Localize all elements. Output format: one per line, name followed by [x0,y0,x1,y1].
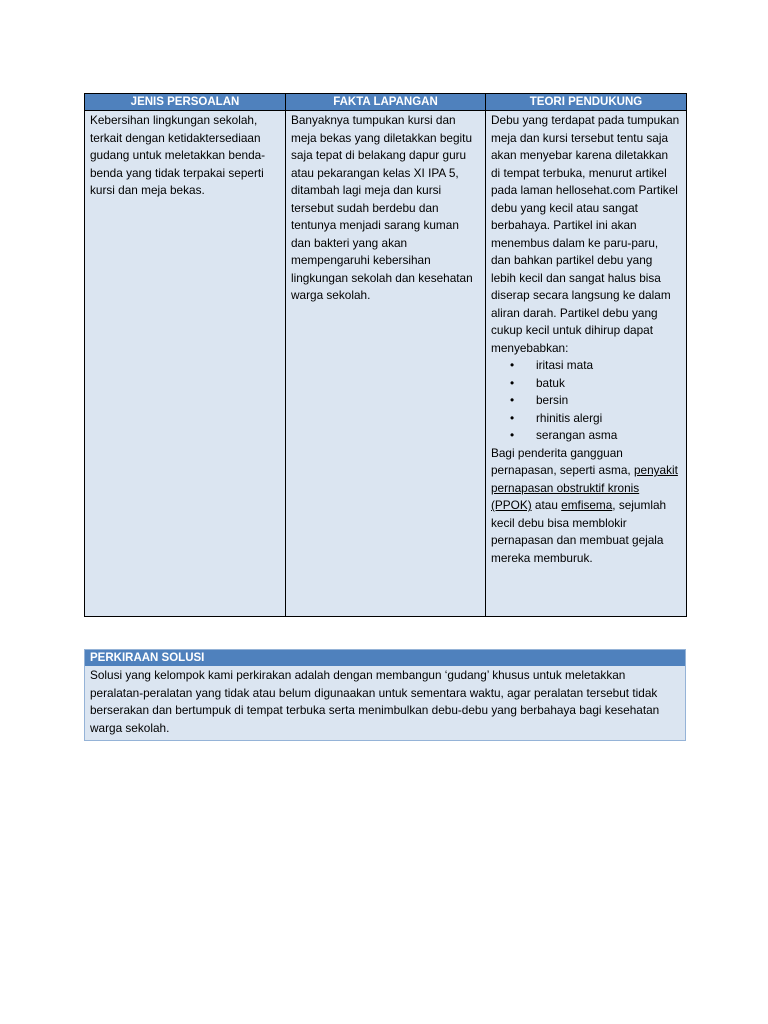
table-header-row [85,94,687,111]
teori-conclusion [491,445,680,568]
teori-text-2: atau [531,498,562,512]
symptom-item: • iritasi mata [491,357,680,375]
header-jenis-persoalan: JENIS PERSOALAN [85,94,286,111]
solution-text: Solusi yang kelompok kami perkirakan adalah dengan membangun ‘gudang’ khusus untuk meletakkan peralatan-peralatan yang tidak atau belum digunaakan untuk sementara waktu, agar peralatan tersebut tidak berserakan dan bertumpuk di tempat terbuka serta menimbulkan debu-debu yang berbahaya bagi kesehatan warga sekolah. [90,668,660,735]
link-ppok[interactable]: penyakit pernapasan obstruktif kronis (PPOK) [491,463,678,512]
problem-analysis-table [84,93,687,617]
symptom-item: • batuk [491,375,680,393]
symptom-list [491,357,680,445]
header-fakta-lapangan: FAKTA LAPANGAN [286,94,486,111]
solution-box [84,649,686,741]
cell-jenis-persoalan: Kebersihan lingkungan sekolah, terkait dengan ketidaktersediaan gudang untuk meletakkan benda-benda yang tidak terpakai seperti kursi dan meja bekas. [85,111,286,617]
link-emfisema[interactable]: emfisema [561,498,613,512]
table-row [85,111,687,617]
teori-intro: Debu yang terdapat pada tumpukan meja dan kursi tersebut tentu saja akan menyebar karena diletakkan di tempat terbuka, menurut artikel pada laman hellosehat.com Partikel debu yang kecil atau sangat berbahaya. Partikel ini akan menembus dalam ke paru-paru, dan bahkan partikel debu yang lebih kecil dan sangat halus bisa diserap secara langsung ke dalam aliran darah. Partikel debu yang cukup kecil untuk dihirup dapat menyebabkan: [491,113,680,355]
solution-header: PERKIRAAN SOLUSI [85,650,685,666]
symptom-item: • serangan asma [491,427,680,445]
teori-text-3: , sejumlah kecil debu bisa memblokir pernapasan dan membuat gejala mereka memburuk. [491,498,667,565]
teori-text-1: Bagi penderita gangguan pernapasan, seperti asma, [491,445,634,477]
cell-teori-pendukung [486,111,687,617]
symptom-item: • bersin [491,392,680,410]
symptom-item: • rhinitis alergi [491,410,680,428]
header-teori-pendukung: TEORI PENDUKUNG [486,94,687,111]
cell-fakta-lapangan: Banyaknya tumpukan kursi dan meja bekas yang diletakkan begitu saja tepat di belakang dapur guru atau pekarangan kelas XI IPA 5, ditambah lagi meja dan kursi tersebut sudah berdebu dan tentunya menjadi sarang kuman dan bakteri yang akan mempengaruhi kebersihan lingkungan sekolah dan kesehatan warga sekolah. [286,111,486,617]
